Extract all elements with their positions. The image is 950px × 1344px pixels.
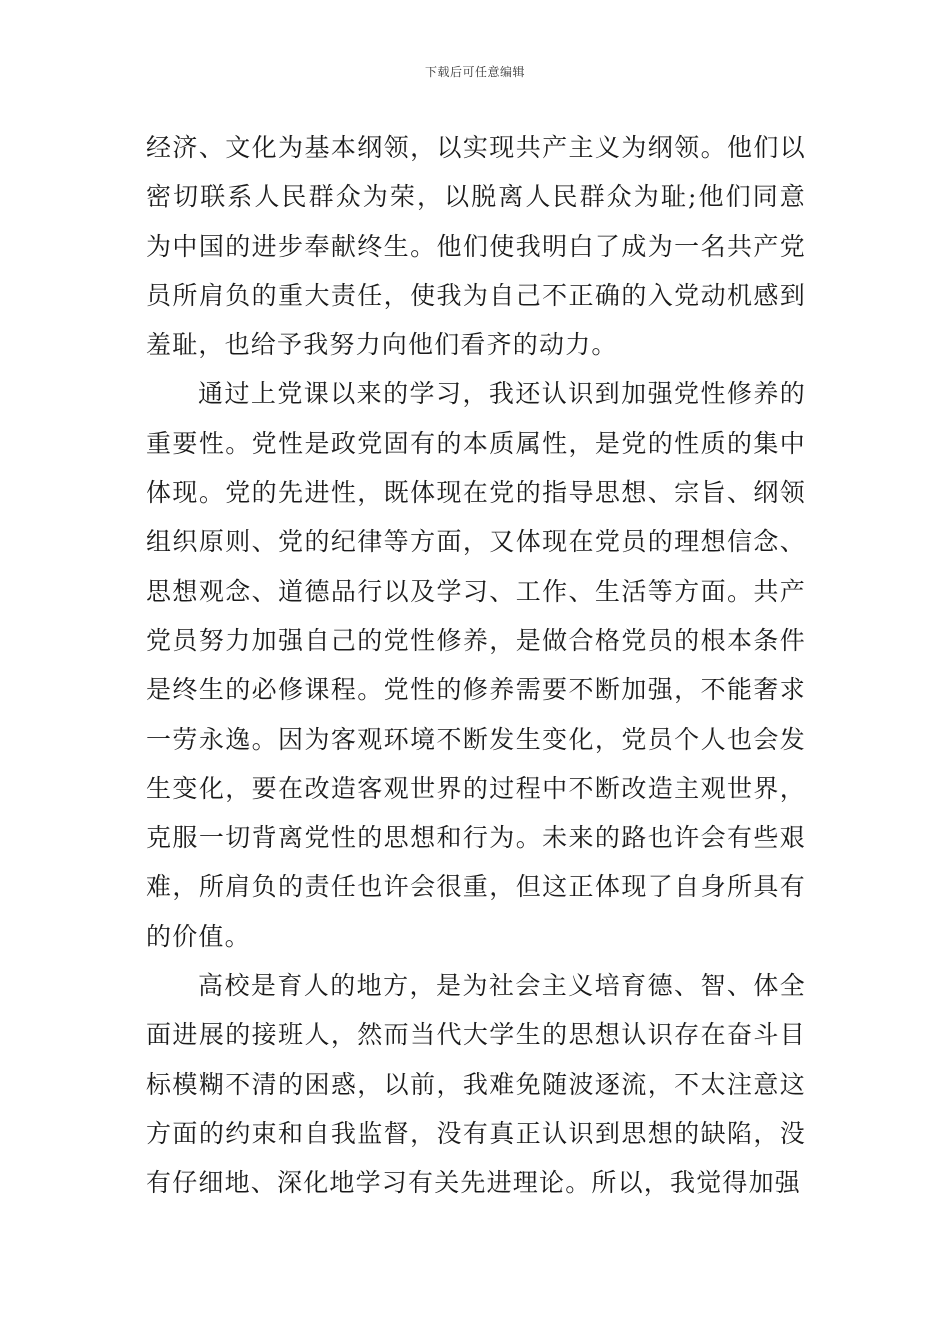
paragraph-2: 通过上党课以来的学习，我还认识到加强党性修养的重要性。党性是政党固有的本质属性，是党的性质的集中体现。党的先进性，既体现在党的指导思想、宗旨、纲领组织原则、党的纪律等方面，又体现在党员的理想信念、思想观念、道德品行以及学习、工作、生活等方面。共产党员努力加强自己的党性修养，是做合格党员的根本条件是终生的必修课程。党性的修养需要不断加强，不能奢求一劳永逸。因为客观环境不断发生变化，党员个人也会发生变化，要在改造客观世界的过程中不断改造主观世界，克服一切背离党性的思想和行为。未来的路也许会有些艰难，所肩负的责任也许会很重，但这正体现了自身所具有的价值。: [146, 379, 806, 951]
paragraph-3: 高校是育人的地方，是为社会主义培育德、智、体全面进展的接班人，然而当代大学生的思想认识存在奋斗目标模糊不清的困惑，以前，我难免随波逐流，不太注意这方面的约束和自我监督，没有真正认识到思想的缺陷，没有仔细地、深化地学习有关先进理论。所以，我觉得加强: [146, 971, 806, 1198]
header-note: 下载后可任意编辑: [424, 65, 525, 79]
document-body: [146, 123, 806, 1208]
paragraph-1: 经济、文化为基本纲领，以实现共产主义为纲领。他们以密切联系人民群众为荣，以脱离人民群众为耻;他们同意为中国的进步奉献终生。他们使我明白了成为一名共产党员所肩负的重大责任，使我为自己不正确的入党动机感到羞耻，也给予我努力向他们看齐的动力。: [146, 133, 806, 360]
